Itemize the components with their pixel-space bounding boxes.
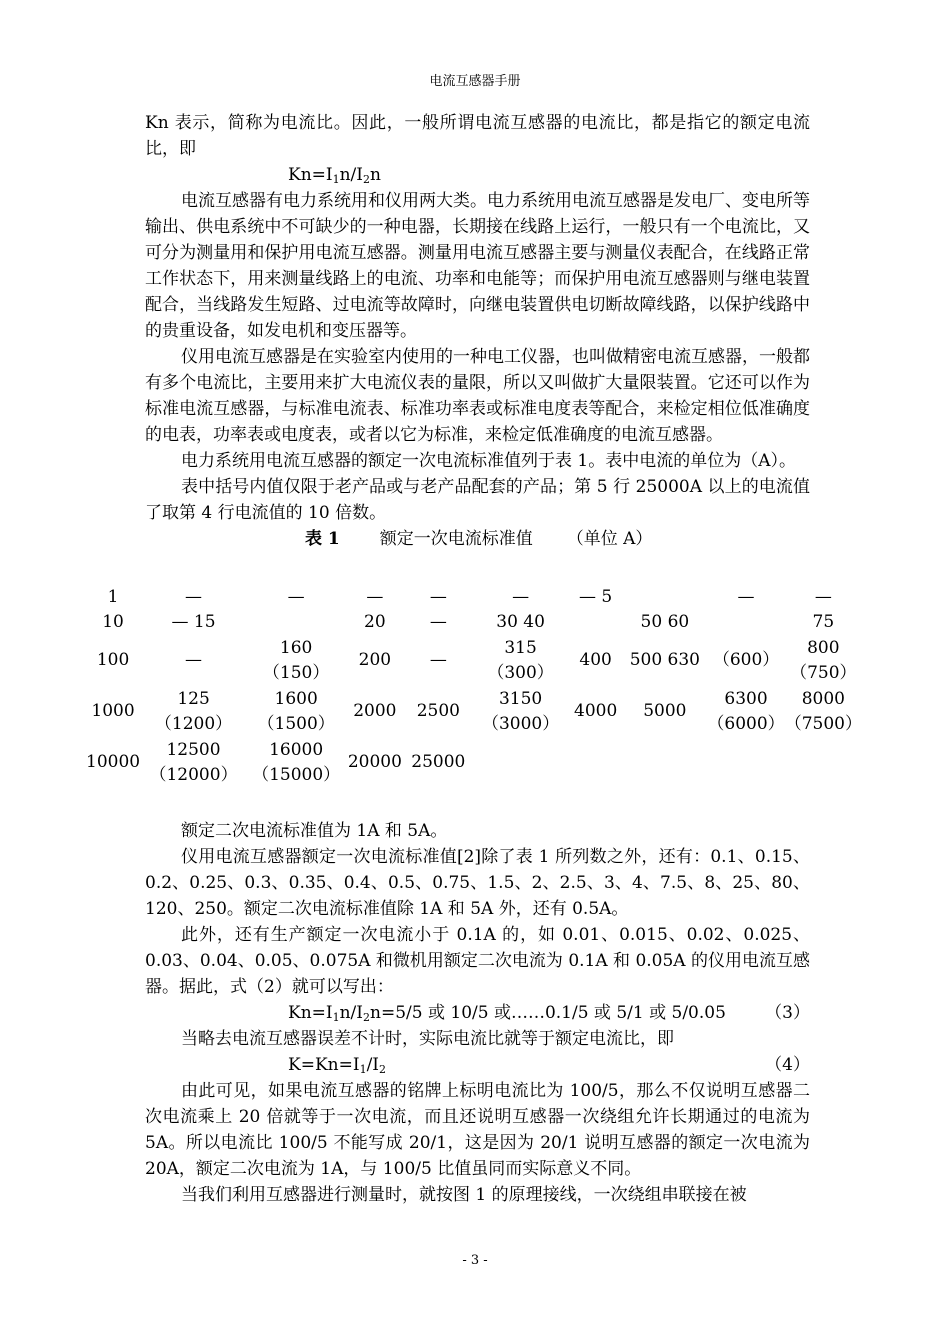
table-row xyxy=(86,737,862,788)
table-cell xyxy=(140,686,247,737)
cell-line: 10000 xyxy=(86,752,141,772)
table-cell xyxy=(140,610,247,635)
table-cell xyxy=(404,585,472,610)
table-cell xyxy=(140,585,247,610)
table-cell xyxy=(247,635,345,686)
paragraph: 此外，还有生产额定一次电流小于 0.1A 的，如 0.01、0.015、0.02、0.025、0.03、0.04、0.05、0.075A 和微机用额定二次电流为 0.1A 和 0.05A 的仪用电流互感器。据此，式（2）就可以写出： xyxy=(145,925,810,997)
table-cell xyxy=(247,585,345,610)
cell-line: （300） xyxy=(487,662,554,683)
table-cell xyxy=(140,635,247,686)
paragraph: 额定二次电流标准值为 1A 和 5A。 xyxy=(181,821,448,841)
table-cell xyxy=(622,585,707,610)
table-cell xyxy=(404,686,472,737)
cell-line: — xyxy=(429,587,447,607)
table-cell xyxy=(785,686,862,737)
cell-line: 125 xyxy=(177,688,210,709)
cell-line: 20 xyxy=(364,612,386,632)
cell-line: 4000 xyxy=(574,701,618,721)
table-cell xyxy=(707,610,784,635)
table-cell xyxy=(785,635,862,686)
paragraph: 当略去电流互感器误差不计时，实际电流比就等于额定电流比，即 xyxy=(181,1029,674,1049)
table-cell xyxy=(404,635,472,686)
cell-line: — xyxy=(185,650,203,670)
cell-line: 2500 xyxy=(416,701,460,721)
cell-line: — xyxy=(366,587,384,607)
paragraph: 电力系统用电流互感器的额定一次电流标准值列于表 1。表中电流的单位为（A）。 xyxy=(181,451,796,471)
table-cell xyxy=(404,610,472,635)
cell-line: 6300 xyxy=(724,688,768,709)
table-cell xyxy=(569,737,622,788)
cell-line: — xyxy=(512,587,530,607)
cell-line: 200 xyxy=(358,650,392,670)
cell-line: （1200） xyxy=(154,713,233,734)
cell-line: 25000 xyxy=(411,752,466,772)
cell-line: 3150 xyxy=(498,688,543,709)
paragraph: 仪用电流互感器是在实验室内使用的一种电工仪器，也叫做精密电流互感器，一般都有多个电流比，主要用来扩大电流仪表的量限，所以又叫做扩大量限装置。它还可以作为标准电流互感器，与标准电流表、标准功率表或标准电度表等配合，来检定相位低准确度的电表，功率表或电度表，或者以它为标准，来检定低准确度的电流互感器。 xyxy=(145,347,810,445)
formula-kn: $Kn=I_1n/I_2n$ xyxy=(288,165,381,186)
document-body-continued xyxy=(145,818,810,1208)
table-cell xyxy=(707,686,784,737)
table-cell xyxy=(472,686,569,737)
table-row xyxy=(86,635,862,686)
cell-line: 20000 xyxy=(347,752,402,772)
cell-line: 800 xyxy=(807,637,840,658)
table-cell xyxy=(785,610,862,635)
cell-line: （3000） xyxy=(481,713,560,734)
table-cell xyxy=(404,737,472,788)
equation-number: （4） xyxy=(765,1055,810,1075)
table-cell xyxy=(622,686,707,737)
table-cell xyxy=(345,737,404,788)
cell-line: — 15 xyxy=(171,612,216,632)
paragraph: Kn 表示，简称为电流比。因此，一般所谓电流互感器的电流比，都是指它的额定电流比，即 xyxy=(145,113,810,159)
cell-line: — xyxy=(429,612,447,632)
table-cell xyxy=(86,737,140,788)
table-cell xyxy=(707,585,784,610)
table-cell xyxy=(785,737,862,788)
table-cell xyxy=(345,686,404,737)
table-cell xyxy=(86,585,140,610)
cell-line: （750） xyxy=(790,662,857,683)
cell-line: 5000 xyxy=(643,701,687,721)
cell-line: 1600 xyxy=(274,688,318,709)
table-cell xyxy=(247,686,345,737)
paragraph: 仪用电流互感器额定一次电流标准值[2]除了表 1 所列数之外，还有：0.1、0.15、0.2、0.25、0.3、0.35、0.4、0.5、0.75、1.5、2、2.5、3、4、7.5、8、25、80、120、250。额定二次电流标准值除 1A 和 5A 外，还有 0.5A。 xyxy=(145,847,810,919)
cell-line: 12500 xyxy=(166,739,221,760)
cell-line: （12000） xyxy=(149,764,238,785)
cell-line: — xyxy=(737,587,755,607)
table-cell xyxy=(569,686,622,737)
cell-line: （15000） xyxy=(252,764,341,785)
paragraph: 表中括号内值仅限于老产品或与老产品配套的产品；第 5 行 25000A 以上的电流值了取第 4 行电流值的 10 倍数。 xyxy=(145,477,810,523)
cell-line: 10 xyxy=(102,612,124,632)
cell-line: （1500） xyxy=(257,713,335,734)
table-cell xyxy=(622,737,707,788)
table-row xyxy=(86,686,862,737)
cell-line: 50 60 xyxy=(640,612,690,632)
table-cell xyxy=(140,737,247,788)
cell-line: 100 xyxy=(96,650,130,670)
table-cell xyxy=(86,686,140,737)
table-cell xyxy=(707,635,784,686)
table-cell xyxy=(569,610,622,635)
cell-line: 315 xyxy=(504,637,537,658)
document-body xyxy=(145,110,810,552)
cell-line: — 5 xyxy=(579,587,613,607)
cell-line: 16000 xyxy=(269,739,324,760)
cell-line: — xyxy=(185,587,203,607)
table-cell xyxy=(472,585,569,610)
table-cell xyxy=(622,635,707,686)
cell-line: 400 xyxy=(579,650,612,670)
paragraph: 由此可见，如果电流互感器的铭牌上标明电流比为 100/5，那么不仅说明互感器二次电流乘上 20 倍就等于一次电流，而且还说明互感器一次绕组允许长期通过的电流为 5A。所以电流比 100/5 不能写成 20/1，这是因为 20/1 说明互感器的额定一次电流为 20A，额定二次电流为 1A，与 100/5 比值虽同而实际意义不同。 xyxy=(145,1081,810,1179)
cell-line: — xyxy=(429,650,447,670)
table-cell xyxy=(707,737,784,788)
cell-line: （600） xyxy=(712,650,780,670)
cell-line: 1 xyxy=(107,587,119,607)
cell-line: 1000 xyxy=(91,701,135,721)
table-cell xyxy=(86,635,140,686)
paragraph: 当我们利用互感器进行测量时，就按图 1 的原理接线，一次绕组串联接在被 xyxy=(181,1185,747,1205)
table-row xyxy=(86,585,862,610)
table-cell xyxy=(569,635,622,686)
table-caption: 表 1 额定一次电流标准值 （单位 A） xyxy=(305,529,653,549)
standard-current-table xyxy=(86,585,862,788)
table-row xyxy=(86,610,862,635)
cell-line: （150） xyxy=(262,662,330,683)
cell-line: （7500） xyxy=(784,713,862,734)
cell-line: 160 xyxy=(279,637,313,658)
table-cell xyxy=(345,635,404,686)
cell-line: — xyxy=(814,587,832,607)
cell-line: 500 630 xyxy=(629,650,701,670)
table-cell xyxy=(345,610,404,635)
equation-number: （3） xyxy=(765,1003,810,1023)
cell-line: — xyxy=(287,587,305,607)
table-cell xyxy=(345,585,404,610)
table-cell xyxy=(472,610,569,635)
paragraph: 电流互感器有电力系统用和仪用两大类。电力系统用电流互感器是发电厂、变电所等输出、供电系统中不可缺少的一种电器，长期接在线路上运行，一般只有一个电流比，又可分为测量用和保护用电流互感器。测量用电流互感器主要与测量仪表配合，在线路正常工作状态下，用来测量线路上的电流、功率和电能等；而保护用电流互感器则与继电装置配合，当线路发生短路、过电流等故障时，向继电装置供电切断故障线路，以保护线路中的贵重设备，如发电机和变压器等。 xyxy=(145,191,810,341)
table-cell xyxy=(472,737,569,788)
table-cell xyxy=(247,737,345,788)
cell-line: 75 xyxy=(812,612,835,632)
cell-line: 2000 xyxy=(353,701,397,721)
table-cell xyxy=(569,585,622,610)
table-cell xyxy=(86,610,140,635)
cell-line: （6000） xyxy=(707,713,785,734)
formula-4: $K=Kn=I_1/I_2$ （4） xyxy=(145,1052,810,1078)
table-cell xyxy=(247,610,345,635)
cell-line: 30 40 xyxy=(496,612,545,632)
table-cell xyxy=(785,585,862,610)
page-header: 电流互感器手册 xyxy=(429,74,521,89)
cell-line: 8000 xyxy=(801,688,845,709)
page-number: - 3 - xyxy=(462,1253,488,1268)
table-cell xyxy=(472,635,569,686)
table-cell xyxy=(622,610,707,635)
formula-3: $Kn=I_1n/I_2n=5/5$ 或 10/5 或……0.1/5 或 5/1 或 5/0.05 （3） xyxy=(145,1000,810,1026)
